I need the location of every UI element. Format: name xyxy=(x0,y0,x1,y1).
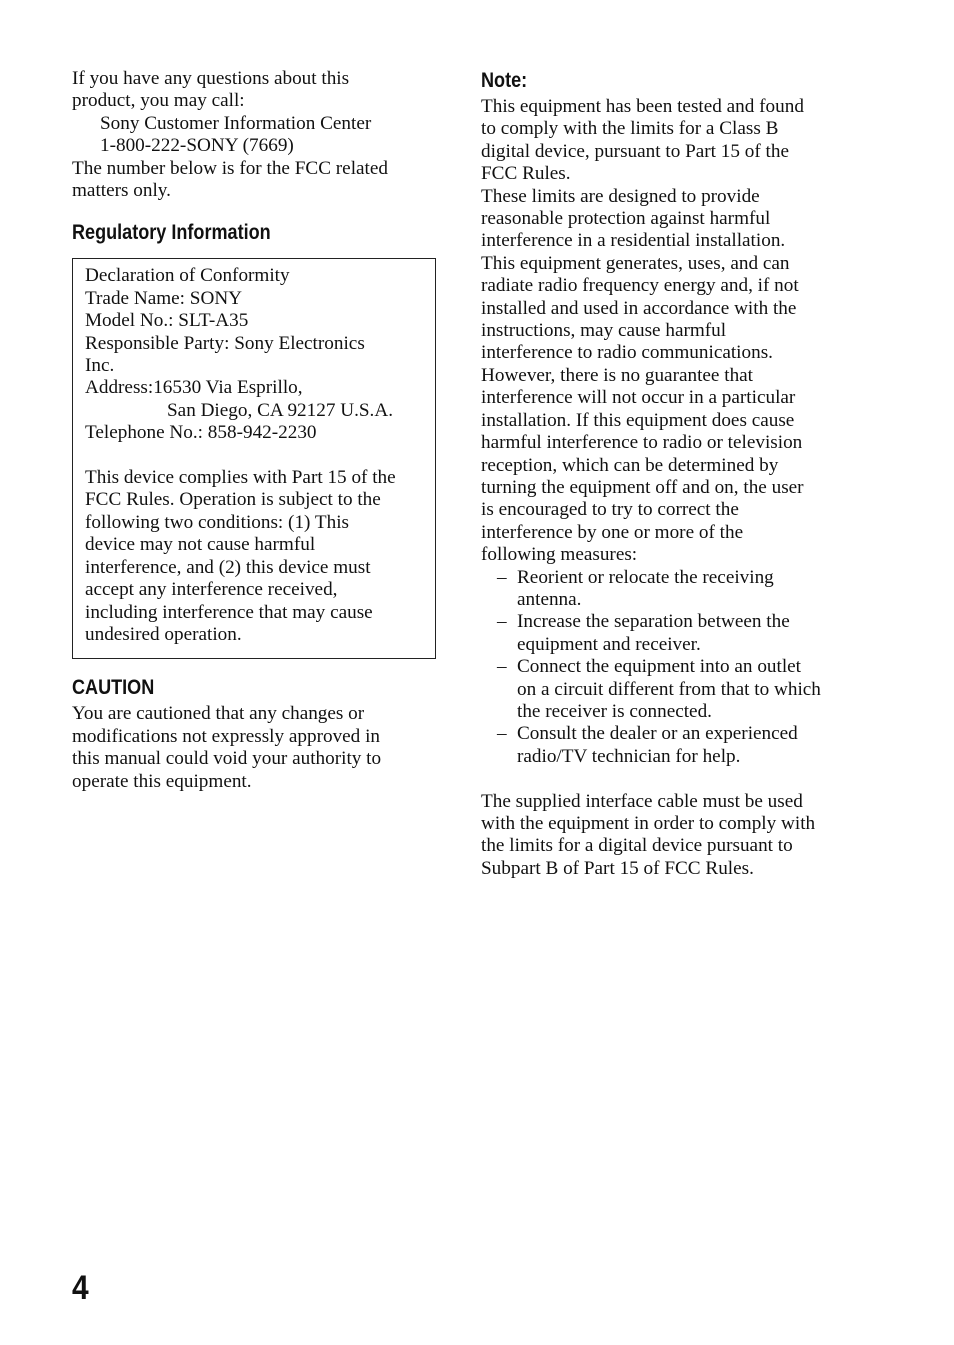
compliance-line: FCC Rules. Operation is subject to the xyxy=(85,489,381,511)
declaration-box xyxy=(72,258,436,659)
compliance-line: including interference that may cause xyxy=(85,601,373,623)
fcc-note-line: matters only. xyxy=(72,180,171,202)
measure-line: antenna. xyxy=(517,588,582,610)
customer-center-name: Sony Customer Information Center xyxy=(100,112,372,134)
compliance-line: interference, and (2) this device must xyxy=(85,556,371,578)
caution-line: modifications not expressly approved in xyxy=(72,725,381,747)
caution-line: operate this equipment. xyxy=(72,770,252,792)
note-line: following measures: xyxy=(481,544,638,566)
note-line: reception, which can be determined by xyxy=(481,454,779,476)
note-line: to comply with the limits for a Class B xyxy=(481,118,779,140)
measure-line: the receiver is connected. xyxy=(517,700,712,722)
spacer xyxy=(85,445,423,467)
note-line: interference will not occur in a particular xyxy=(481,387,796,409)
customer-center-phone: 1-800-222-SONY (7669) xyxy=(100,135,294,157)
dash-bullet: – xyxy=(497,566,507,588)
compliance-line: This device complies with Part 15 of the xyxy=(85,467,396,489)
intro-line: If you have any questions about this xyxy=(72,68,350,89)
page-number: 4 xyxy=(72,1269,89,1307)
note-line: digital device, pursuant to Part 15 of the xyxy=(481,140,789,162)
note-line: interference to radio communications. xyxy=(481,342,773,364)
compliance-line: device may not cause harmful xyxy=(85,534,316,556)
note-line: installation. If this equipment does cause xyxy=(481,409,795,431)
measure-line: radio/TV technician for help. xyxy=(517,745,741,767)
note-line: This equipment has been tested and found xyxy=(481,96,804,117)
cable-line: with the equipment in order to comply with xyxy=(481,812,816,834)
measure-line: Connect the equipment into an outlet xyxy=(517,656,802,678)
right-column xyxy=(481,68,853,880)
responsible-party: Responsible Party: Sony Electronics xyxy=(85,332,365,354)
note-line: This equipment generates, uses, and can xyxy=(481,252,790,274)
note-line: interference by one or more of the xyxy=(481,521,744,543)
note-line: interference in a residential installation. xyxy=(481,230,786,252)
caution-line: You are cautioned that any changes or xyxy=(72,703,365,725)
cable-line: The supplied interface cable must be used xyxy=(481,790,803,812)
list-item xyxy=(481,611,853,656)
caution-heading: CAUTION xyxy=(72,676,155,700)
declaration-title: Declaration of Conformity xyxy=(85,265,290,287)
dash-bullet: – xyxy=(497,611,507,633)
list-item xyxy=(481,656,853,723)
compliance-line: undesired operation. xyxy=(85,623,242,645)
left-column xyxy=(72,68,444,793)
cable-line: the limits for a digital device pursuant to xyxy=(481,835,793,857)
cable-line: Subpart B of Part 15 of FCC Rules. xyxy=(481,857,754,879)
measure-line: Increase the separation between the xyxy=(517,611,790,633)
note-line: harmful interference to radio or television xyxy=(481,432,803,454)
dash-bullet: – xyxy=(497,656,507,678)
contact-section xyxy=(72,68,444,202)
note-line: However, there is no guarantee that xyxy=(481,364,754,386)
compliance-line: accept any interference received, xyxy=(85,579,338,601)
address: San Diego, CA 92127 U.S.A. xyxy=(167,399,393,421)
measure-line: Consult the dealer or an experienced xyxy=(517,723,798,745)
regulatory-heading: Regulatory Information xyxy=(72,221,271,245)
address: Address:16530 Via Esprillo, xyxy=(85,377,303,399)
intro-line: product, you may call: xyxy=(72,90,245,112)
cable-note xyxy=(481,791,853,881)
telephone: Telephone No.: 858-942-2230 xyxy=(85,422,317,444)
spacer xyxy=(481,768,853,790)
measure-line: equipment and receiver. xyxy=(517,633,701,655)
measures-list xyxy=(481,567,853,769)
note-heading: Note: xyxy=(481,69,528,92)
note-body xyxy=(481,96,853,567)
dash-bullet: – xyxy=(497,723,507,745)
caution-text xyxy=(72,703,444,793)
note-line: FCC Rules. xyxy=(481,163,571,185)
trade-name: Trade Name: SONY xyxy=(85,287,243,309)
note-line: reasonable protection against harmful xyxy=(481,208,771,230)
note-line: is encouraged to try to correct the xyxy=(481,499,739,521)
note-line: radiate radio frequency energy and, if not xyxy=(481,275,799,297)
list-item xyxy=(481,723,853,768)
caution-line: this manual could void your authority to xyxy=(72,748,382,770)
responsible-party: Inc. xyxy=(85,355,115,377)
note-line: These limits are designed to provide xyxy=(481,185,760,207)
note-line: installed and used in accordance with the xyxy=(481,297,797,319)
model-number: Model No.: SLT-A35 xyxy=(85,310,249,332)
note-line: instructions, may cause harmful xyxy=(481,320,727,342)
measure-line: on a circuit different from that to which xyxy=(517,678,821,700)
note-line: turning the equipment off and on, the user xyxy=(481,476,804,498)
fcc-note-line: The number below is for the FCC related xyxy=(72,157,388,179)
list-item xyxy=(481,567,853,612)
measure-line: Reorient or relocate the receiving xyxy=(517,566,774,588)
compliance-line: following two conditions: (1) This xyxy=(85,511,349,533)
